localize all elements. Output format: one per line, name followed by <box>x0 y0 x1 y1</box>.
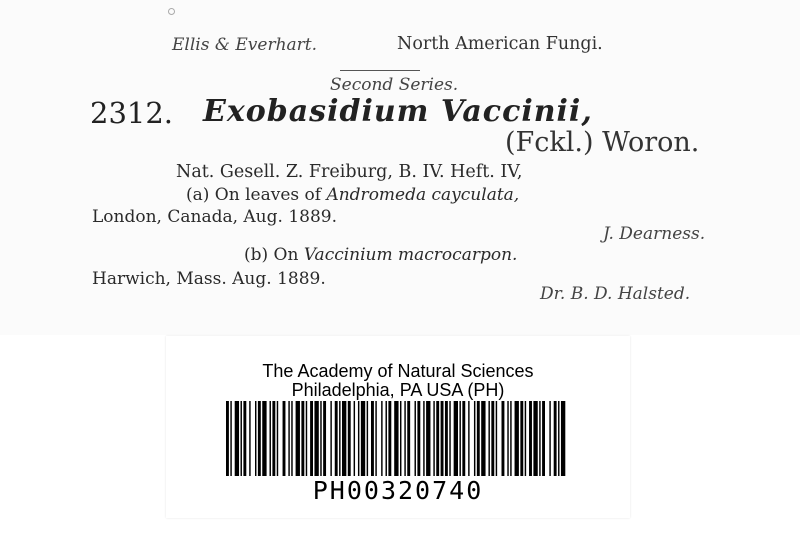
barcode-bar <box>433 401 434 476</box>
barcode-bar <box>549 401 550 476</box>
institution-name: The Academy of Natural Sciences <box>262 361 534 381</box>
barcode-bar <box>241 401 242 476</box>
barcode-bar <box>358 401 359 476</box>
barcode-bar <box>348 401 351 476</box>
barcode-bar <box>226 401 229 476</box>
barcode-bar <box>449 401 450 476</box>
barcode-bar <box>361 401 365 476</box>
barcode-bar <box>529 401 532 476</box>
barcode-bar <box>272 401 275 476</box>
barcode-bar <box>249 401 250 476</box>
barcode-label <box>166 336 630 518</box>
barcode-bar <box>400 401 401 476</box>
barcode-bar <box>314 401 318 476</box>
institution-location: Philadelphia, PA USA (PH) <box>291 380 505 400</box>
barcode-bar <box>554 401 557 476</box>
barcode-bar <box>354 401 355 476</box>
barcode-bar <box>386 401 387 476</box>
collection-b-host-line <box>244 247 517 264</box>
collectors-header: Ellis & Everhart. <box>172 35 318 55</box>
barcode-bar <box>320 401 321 476</box>
collection-a-prefix: (a) On leaves of <box>186 185 327 205</box>
barcode-bar <box>507 401 508 476</box>
barcode-bar <box>491 401 494 476</box>
collection-a-locality: London, Canada, Aug. 1889. <box>92 207 337 227</box>
barcode-bar <box>533 401 537 476</box>
barcode-bar <box>235 401 239 476</box>
barcode-bar <box>301 401 304 476</box>
collection-b-collector: Dr. B. D. Halsted. <box>540 284 691 304</box>
barcode-bar <box>407 401 410 476</box>
barcode-bar <box>277 401 278 476</box>
barcode-bar <box>243 401 246 476</box>
barcode-bar <box>339 401 340 476</box>
publication-reference: Nat. Gesell. Z. Freiburg, B. IV. Heft. IV, <box>176 162 523 182</box>
barcode-bar <box>381 401 382 476</box>
barcode-bar <box>330 401 331 476</box>
barcode-bar <box>323 401 326 476</box>
collection-a-host: Andromeda cayculata, <box>326 185 520 205</box>
barcode-bar <box>477 401 480 476</box>
barcode-bar <box>404 401 405 476</box>
barcode-bar <box>335 401 338 476</box>
barcode-bar <box>459 401 460 476</box>
barcode-bar <box>468 401 469 476</box>
barcode-bar <box>367 401 368 476</box>
barcode-bar <box>375 401 376 476</box>
barcode-bar <box>270 401 271 476</box>
species-name: Exobasidium Vaccinii, <box>203 94 593 129</box>
barcode-bar <box>258 401 261 476</box>
barcode-bar <box>306 401 307 476</box>
barcode-graphic <box>226 401 566 476</box>
species-authority: (Fckl.) Woron. <box>505 127 700 158</box>
barcode-bar <box>454 401 458 476</box>
barcode-bar <box>417 401 420 476</box>
series-number: Second Series. <box>330 75 459 95</box>
collection-a-collector: J. Dearness. <box>603 224 706 244</box>
collection-a-host-line <box>186 187 519 204</box>
barcode-bar <box>441 401 444 476</box>
collection-b-prefix: (b) On <box>244 245 304 265</box>
collection-b-host: Vaccinium macrocarpon. <box>303 245 518 265</box>
barcode-bar <box>542 401 545 476</box>
barcode-bar <box>423 401 424 476</box>
barcode-bar <box>288 401 289 476</box>
barcode-bar <box>520 401 523 476</box>
series-rule <box>340 70 420 71</box>
barcode-bar <box>371 401 374 476</box>
barcode-bar <box>481 401 485 476</box>
barcode-bar <box>255 401 256 476</box>
barcode-bar <box>310 401 313 476</box>
paper-speck <box>168 8 175 15</box>
barcode-bar <box>436 401 439 476</box>
barcode-bar <box>445 401 448 476</box>
barcode-bar <box>342 401 346 476</box>
barcode-bar <box>561 401 565 476</box>
barcode-bar <box>496 401 497 476</box>
barcode-bar <box>394 401 398 476</box>
barcode-bar <box>462 401 465 476</box>
barcode-bar <box>510 401 511 476</box>
barcode-bar <box>525 401 526 476</box>
barcode-bar <box>539 401 540 476</box>
barcode-bar <box>230 401 231 476</box>
barcode-bar <box>283 401 286 476</box>
collection-b-locality: Harwich, Mass. Aug. 1889. <box>92 269 326 289</box>
specimen-number: 2312. <box>90 96 174 130</box>
barcode-bar <box>388 401 391 476</box>
barcode-bar <box>515 401 519 476</box>
barcode-bar <box>291 401 292 476</box>
barcode-bar <box>296 401 300 476</box>
barcode-number: PH00320740 <box>312 476 484 505</box>
series-title: North American Fungi. <box>397 34 603 54</box>
barcode-bar <box>426 401 430 476</box>
barcode-bar <box>474 401 475 476</box>
barcode-bar <box>415 401 416 476</box>
barcode-bar <box>502 401 505 476</box>
barcode-bar <box>262 401 266 476</box>
barcode-bar <box>558 401 559 476</box>
barcode-bar <box>488 401 489 476</box>
